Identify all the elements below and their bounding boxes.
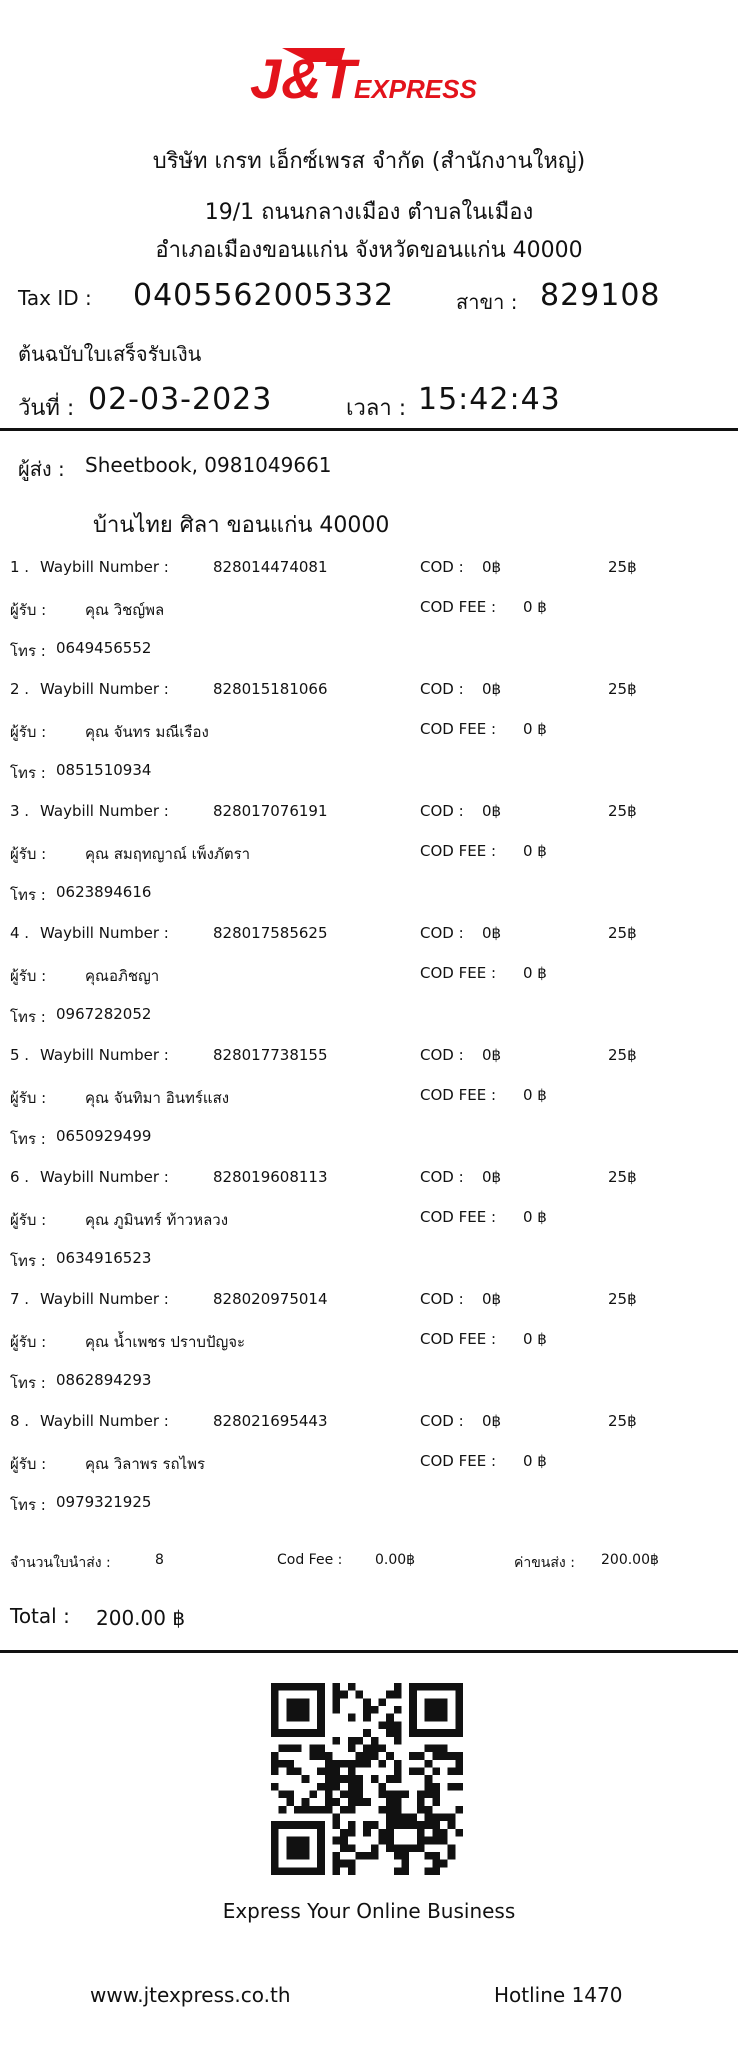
item-waybill-label: Waybill Number : [40, 924, 169, 942]
document-type: ต้นฉบับใบเสร็จรับเงิน [18, 342, 202, 366]
branch-value: 829108 [540, 278, 661, 313]
item-recipient-label: ผู้รับ : [10, 601, 47, 619]
time-value: 15:42:43 [418, 382, 561, 417]
hotline: Hotline 1470 [494, 1983, 623, 2007]
item-waybill-label: Waybill Number : [40, 1046, 169, 1064]
item-codfee: 0 ฿ [523, 1086, 547, 1104]
summary-codfee: 0.00฿ [375, 1552, 416, 1568]
item-cod: 0฿ [482, 1046, 502, 1064]
tax-id-value: 0405562005332 [133, 278, 395, 313]
item-cod-label: COD : [420, 1168, 464, 1186]
item-tel-label: โทร : [10, 764, 46, 782]
item-tel-label: โทร : [10, 886, 46, 904]
qr-code-icon [271, 1683, 463, 1875]
item-codfee-label: COD FEE : [420, 1086, 497, 1104]
list-item [0, 1412, 738, 1534]
item-waybill-label: Waybill Number : [40, 1168, 169, 1186]
company-name: บริษัท เกรท เอ็กซ์เพรส จำกัด (สำนักงานใหญ่) [152, 149, 586, 174]
list-item [0, 1046, 738, 1168]
item-tel: 0979321925 [56, 1493, 152, 1511]
item-codfee: 0 ฿ [523, 598, 547, 616]
item-recipient: คุณอภิชญา [85, 967, 160, 985]
website-link[interactable]: www.jtexpress.co.th [90, 1983, 291, 2007]
divider-top [0, 428, 738, 431]
item-waybill-label: Waybill Number : [40, 558, 169, 576]
item-cod-label: COD : [420, 1412, 464, 1430]
item-waybill: 828015181066 [213, 680, 328, 698]
item-waybill: 828021695443 [213, 1412, 328, 1430]
item-price: 25฿ [608, 680, 637, 698]
item-cod-label: COD : [420, 558, 464, 576]
item-recipient: คุณ จันทิมา อินทร์แสง [85, 1089, 230, 1107]
tax-id-label: Tax ID : [18, 286, 92, 310]
item-price: 25฿ [608, 924, 637, 942]
item-number: 7 . [10, 1290, 30, 1308]
sender-address: บ้านไทย ศิลา ขอนแก่น 40000 [93, 513, 390, 538]
sender-label: ผู้ส่ง : [18, 457, 65, 481]
item-waybill: 828014474081 [213, 558, 328, 576]
item-tel: 0623894616 [56, 883, 152, 901]
item-number: 8 . [10, 1412, 30, 1430]
item-waybill-label: Waybill Number : [40, 1412, 169, 1430]
item-codfee: 0 ฿ [523, 1208, 547, 1226]
item-recipient: คุณ วิลาพร รถไพร [85, 1455, 206, 1473]
item-waybill-label: Waybill Number : [40, 802, 169, 820]
item-cod-label: COD : [420, 680, 464, 698]
item-codfee: 0 ฿ [523, 1452, 547, 1470]
item-cod-label: COD : [420, 924, 464, 942]
item-number: 6 . [10, 1168, 30, 1186]
item-waybill: 828017076191 [213, 802, 328, 820]
item-recipient-label: ผู้รับ : [10, 845, 47, 863]
item-recipient-label: ผู้รับ : [10, 1089, 47, 1107]
item-codfee: 0 ฿ [523, 720, 547, 738]
item-recipient: คุณ สมฤทญาณ์ เพ็งภัตรา [85, 845, 251, 863]
list-item [0, 1168, 738, 1290]
item-cod: 0฿ [482, 680, 502, 698]
item-number: 4 . [10, 924, 30, 942]
item-codfee-label: COD FEE : [420, 1208, 497, 1226]
jt-express-logo [250, 40, 510, 110]
list-item [0, 924, 738, 1046]
item-tel-label: โทร : [10, 1008, 46, 1026]
item-recipient-label: ผู้รับ : [10, 1211, 47, 1229]
item-price: 25฿ [608, 558, 637, 576]
item-recipient-label: ผู้รับ : [10, 967, 47, 985]
item-price: 25฿ [608, 1046, 637, 1064]
item-price: 25฿ [608, 1412, 637, 1430]
date-value: 02-03-2023 [88, 382, 273, 417]
logo-sub-text: EXPRESS [354, 74, 477, 104]
item-number: 3 . [10, 802, 30, 820]
item-tel-label: โทร : [10, 642, 46, 660]
summary-shipping-label: ค่าขนส่ง : [514, 1555, 575, 1571]
time-label: เวลา : [346, 396, 407, 421]
total-label: Total : [10, 1604, 70, 1628]
list-item [0, 558, 738, 680]
item-price: 25฿ [608, 802, 637, 820]
sender-name-phone: Sheetbook, 0981049661 [85, 453, 332, 477]
branch-label: สาขา : [456, 290, 518, 314]
item-codfee-label: COD FEE : [420, 842, 497, 860]
item-cod: 0฿ [482, 1412, 502, 1430]
item-tel: 0967282052 [56, 1005, 152, 1023]
item-waybill: 828017738155 [213, 1046, 328, 1064]
item-number: 2 . [10, 680, 30, 698]
item-tel: 0851510934 [56, 761, 152, 779]
item-number: 1 . [10, 558, 30, 576]
item-tel-label: โทร : [10, 1496, 46, 1514]
item-waybill-label: Waybill Number : [40, 1290, 169, 1308]
logo-main-text: J&T [250, 47, 356, 110]
item-recipient: คุณ น้ำเพชร ปราบปัญจะ [85, 1333, 246, 1351]
item-price: 25฿ [608, 1290, 637, 1308]
item-codfee: 0 ฿ [523, 964, 547, 982]
item-waybill-label: Waybill Number : [40, 680, 169, 698]
item-cod: 0฿ [482, 558, 502, 576]
item-cod-label: COD : [420, 802, 464, 820]
list-item [0, 680, 738, 802]
item-tel-label: โทร : [10, 1374, 46, 1392]
summary-count: 8 [155, 1552, 164, 1568]
summary-shipping: 200.00฿ [601, 1552, 659, 1568]
item-waybill: 828020975014 [213, 1290, 328, 1308]
item-codfee-label: COD FEE : [420, 1452, 497, 1470]
address-line-1: 19/1 ถนนกลางเมือง ตำบลในเมือง [204, 200, 534, 225]
item-waybill: 828017585625 [213, 924, 328, 942]
item-cod: 0฿ [482, 1290, 502, 1308]
divider-bottom [0, 1650, 738, 1653]
item-codfee: 0 ฿ [523, 1330, 547, 1348]
item-codfee: 0 ฿ [523, 842, 547, 860]
item-codfee-label: COD FEE : [420, 720, 497, 738]
item-recipient-label: ผู้รับ : [10, 1455, 47, 1473]
item-tel-label: โทร : [10, 1252, 46, 1270]
date-label: วันที่ : [18, 396, 75, 421]
item-tel: 0649456552 [56, 639, 152, 657]
item-tel: 0650929499 [56, 1127, 152, 1145]
item-recipient: คุณ จันทร มณีเรือง [85, 723, 209, 741]
item-codfee-label: COD FEE : [420, 964, 497, 982]
item-codfee-label: COD FEE : [420, 598, 497, 616]
item-cod-label: COD : [420, 1290, 464, 1308]
item-tel: 0862894293 [56, 1371, 152, 1389]
item-price: 25฿ [608, 1168, 637, 1186]
item-cod: 0฿ [482, 802, 502, 820]
item-codfee-label: COD FEE : [420, 1330, 497, 1348]
item-waybill: 828019608113 [213, 1168, 328, 1186]
list-item [0, 1290, 738, 1412]
item-tel-label: โทร : [10, 1130, 46, 1148]
summary-count-label: จำนวนใบนำส่ง : [10, 1555, 111, 1571]
summary-codfee-label: Cod Fee : [277, 1552, 343, 1568]
item-number: 5 . [10, 1046, 30, 1064]
item-recipient-label: ผู้รับ : [10, 1333, 47, 1351]
item-cod-label: COD : [420, 1046, 464, 1064]
item-recipient: คุณ ภูมินทร์ ท้าวหลวง [85, 1211, 229, 1229]
list-item [0, 802, 738, 924]
total-value: 200.00 ฿ [96, 1606, 186, 1630]
item-tel: 0634916523 [56, 1249, 152, 1267]
address-line-2: อำเภอเมืองขอนแก่น จังหวัดขอนแก่น 40000 [155, 238, 583, 263]
item-cod: 0฿ [482, 1168, 502, 1186]
item-recipient: คุณ วิชญ์พล [85, 601, 165, 619]
item-recipient-label: ผู้รับ : [10, 723, 47, 741]
item-cod: 0฿ [482, 924, 502, 942]
slogan: Express Your Online Business [222, 1899, 516, 1923]
